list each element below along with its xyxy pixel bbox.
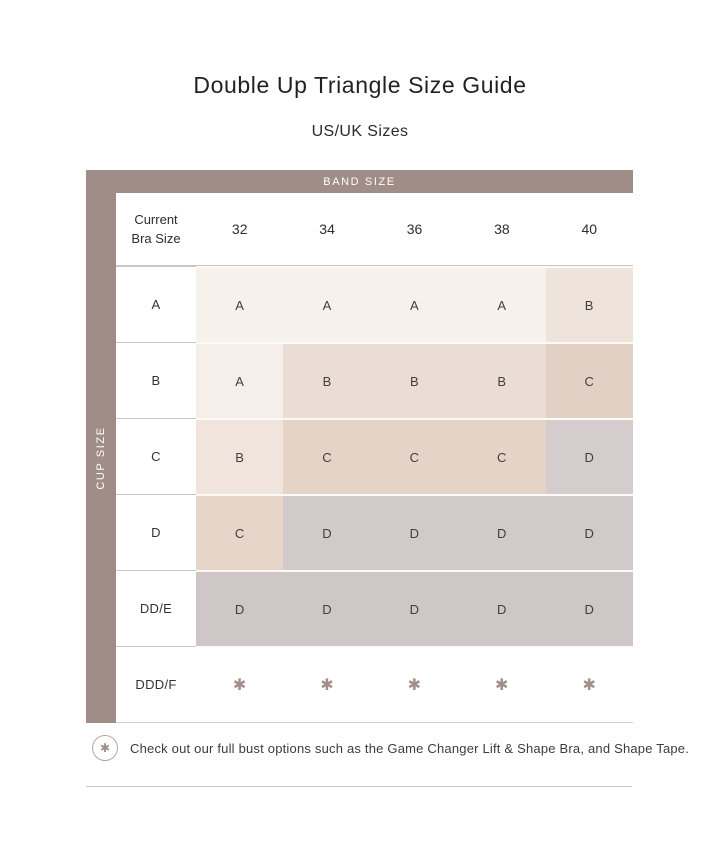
- footnote-text: Check out our full bust options such as the Game Changer Lift & Shape Bra, and Shape Tape.: [130, 741, 690, 756]
- size-cell: A: [458, 266, 545, 342]
- page-subtitle: US/UK Sizes: [311, 123, 409, 140]
- cup-row-label-dd-e: DD/E: [116, 570, 196, 645]
- band-size-column-header-32: 32: [196, 193, 283, 266]
- size-grid: [116, 193, 633, 723]
- size-cell: D: [458, 570, 545, 646]
- size-cell: D: [371, 494, 458, 570]
- size-cell: D: [283, 494, 370, 570]
- size-cell: C: [458, 418, 545, 494]
- size-cell: D: [283, 570, 370, 646]
- cup-row-label-ddd-f: DDD/F: [116, 646, 196, 721]
- size-cell: D: [546, 570, 633, 646]
- size-cell: B: [546, 266, 633, 342]
- corner-label: [116, 193, 196, 266]
- corner-label-text: Current Bra Size: [131, 211, 181, 246]
- size-cell: B: [196, 418, 283, 494]
- size-cell: B: [283, 342, 370, 418]
- page-title: Double Up Triangle Size Guide: [193, 72, 527, 98]
- star-cell: ✱: [371, 646, 458, 722]
- size-cell: A: [196, 342, 283, 418]
- size-cell: B: [371, 342, 458, 418]
- band-size-column-header-40: 40: [546, 193, 633, 266]
- size-cell: D: [458, 494, 545, 570]
- size-cell: C: [546, 342, 633, 418]
- size-cell: C: [371, 418, 458, 494]
- star-cell: ✱: [458, 646, 545, 722]
- size-cell: D: [546, 494, 633, 570]
- band-size-column-header-34: 34: [283, 193, 370, 266]
- size-guide-table: [86, 170, 633, 723]
- band-size-axis-label: BAND SIZE: [323, 175, 396, 188]
- cup-row-label-b: B: [116, 342, 196, 417]
- band-size-column-header-36: 36: [371, 193, 458, 266]
- size-cell: D: [371, 570, 458, 646]
- size-cell: D: [546, 418, 633, 494]
- cup-row-label-c: C: [116, 418, 196, 493]
- star-cell: ✱: [546, 646, 633, 722]
- size-cell: C: [283, 418, 370, 494]
- cup-row-label-d: D: [116, 494, 196, 569]
- band-size-column-header-38: 38: [458, 193, 545, 266]
- band-size-axis-header: [86, 170, 633, 193]
- cup-size-axis-header: [86, 193, 116, 723]
- size-cell: D: [196, 570, 283, 646]
- bottom-divider: [86, 786, 632, 787]
- star-cell: ✱: [283, 646, 370, 722]
- star-cell: ✱: [196, 646, 283, 722]
- size-cell: A: [371, 266, 458, 342]
- cup-size-axis-label: CUP SIZE: [95, 426, 107, 490]
- size-cell: C: [196, 494, 283, 570]
- size-cell: A: [283, 266, 370, 342]
- footnote-asterisk-badge: [92, 735, 118, 761]
- asterisk-icon: ✱: [99, 741, 111, 755]
- size-cell: B: [458, 342, 545, 418]
- cup-row-label-a: A: [116, 266, 196, 341]
- size-cell: A: [196, 266, 283, 342]
